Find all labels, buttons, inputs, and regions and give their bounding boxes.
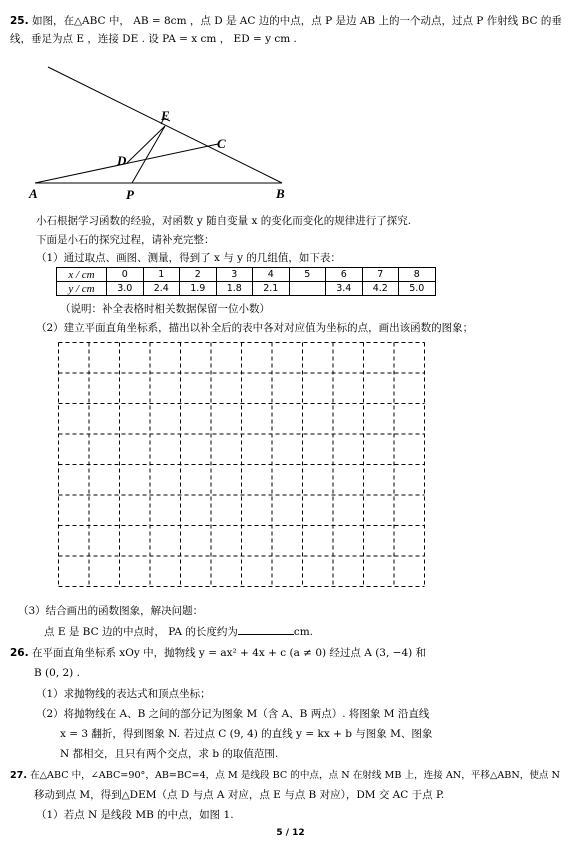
table-cell: 8 — [399, 268, 436, 282]
q26-part-2-line-2: x = 3 翻折，得到图象 N. 若过点 C (9, 4) 的直线 y = kx + b 与图象 M、图象 — [60, 728, 433, 740]
q26-line-2: B (0, 2) . — [34, 667, 80, 679]
q26-part-2-line-1: （2）将抛物线在 A、B 之间的部分记为图象 M（含 A、B 两点）. 将图象 M 沿直线 — [36, 708, 430, 720]
q25-part-3-question — [44, 624, 313, 639]
q27-number: 27. — [10, 770, 27, 781]
q25-line-2 — [10, 32, 297, 46]
segment-de — [127, 126, 165, 163]
ray-bc — [48, 67, 282, 183]
side-ac — [35, 144, 218, 183]
q25-part-2: （2）建立平面直角坐标系，描出以补全后的表中各对对应值为坐标的点，画出该函数的图象； — [36, 322, 474, 334]
answer-blank[interactable] — [238, 624, 294, 635]
label-d: D — [117, 153, 127, 168]
table-row-x — [57, 268, 436, 282]
label-a: A — [29, 186, 38, 201]
dashed-plot-grid[interactable] — [58, 342, 426, 588]
table-cell: 2 — [180, 268, 217, 282]
q25-part-3-text: 点 E 是 BC 边的中点时， PA 的长度约为 — [44, 626, 238, 638]
table-cell: 6 — [326, 268, 363, 282]
q26-line-1 — [10, 646, 426, 660]
q26-part-1: （1）求抛物线的表达式和顶点坐标； — [36, 688, 211, 700]
label-b: B — [276, 186, 285, 201]
q26-stem-1: 在平面直角坐标系 xOy 中，抛物线 y = ax² + 4x + c (a ≠ 0) 经过点 A (3, −4) 和 — [31, 647, 427, 659]
label-e: E — [161, 108, 170, 123]
table-cell: 1.8 — [216, 282, 253, 296]
xy-value-table — [56, 267, 436, 296]
table-cell-blank[interactable] — [289, 282, 326, 296]
table-row-y — [57, 282, 436, 296]
q27-line-1 — [10, 769, 560, 783]
q25-stem-2: 线，垂足为点 E ，连接 DE . 设 PA = x cm ， ED = y cm . — [10, 33, 297, 45]
table-header-x: x / cm — [57, 268, 107, 282]
table-cell: 1 — [143, 268, 180, 282]
q27-stem-1: 在△ABC 中，∠ABC=90°，AB=BC=4，点 M 是线段 BC 的中点，点 N 在射线 MB 上，连接 AN，平移△ABN，使点 N — [30, 770, 560, 781]
label-c: C — [217, 136, 226, 151]
table-cell: 5.0 — [399, 282, 436, 296]
q25-intro-1: 小石根据学习函数的经验，对函数 y 随自变量 x 的变化而变化的规律进行了探究. — [36, 215, 412, 227]
q25-line-1 — [10, 14, 562, 28]
segment-pe — [132, 126, 165, 183]
q26-part-2-line-3: N 都相交，且只有两个交点，求 b 的取值范围. — [60, 748, 279, 760]
table-cell: 7 — [362, 268, 399, 282]
table-cell: 4 — [253, 268, 290, 282]
q25-part-1: （1）通过取点、画图、测量，得到了 x 与 y 的几组值，如下表： — [36, 252, 341, 264]
label-p: P — [126, 187, 134, 202]
q25-stem-1: 如图，在△ABC 中， AB = 8cm ，点 D 是 AC 边的中点，点 P 是边 AB 上的一个动点，过点 P 作射线 BC 的垂 — [31, 15, 562, 27]
q26-number: 26. — [10, 647, 29, 659]
table-header-y: y / cm — [57, 282, 107, 296]
page-number: 5 / 12 — [276, 828, 305, 838]
table-cell: 3.4 — [326, 282, 363, 296]
table-cell: 2.4 — [143, 282, 180, 296]
table-cell: 0 — [107, 268, 144, 282]
q27-part-1: （1）若点 N 是线段 MB 的中点，如图 1. — [36, 809, 234, 821]
table-cell: 4.2 — [362, 282, 399, 296]
table-cell: 2.1 — [253, 282, 290, 296]
q25-part-3-unit: cm. — [293, 626, 314, 638]
q25-part-3: （3）结合画出的函数图象，解决问题： — [18, 605, 204, 617]
table-cell: 3.0 — [107, 282, 144, 296]
q25-number: 25. — [10, 15, 29, 27]
q25-intro-2: 下面是小石的探究过程，请补充完整： — [36, 234, 215, 246]
q25-note: （说明：补全表格时相关数据保留一位小数） — [60, 303, 270, 315]
q27-line-2: 移动到点 M，得到△DEM（点 D 与点 A 对应，点 E 与点 B 对应），DM 交 AC 于点 P. — [34, 789, 445, 801]
table-cell: 3 — [216, 268, 253, 282]
table-cell: 1.9 — [180, 282, 217, 296]
table-cell: 5 — [289, 268, 326, 282]
triangle-figure — [20, 55, 320, 205]
